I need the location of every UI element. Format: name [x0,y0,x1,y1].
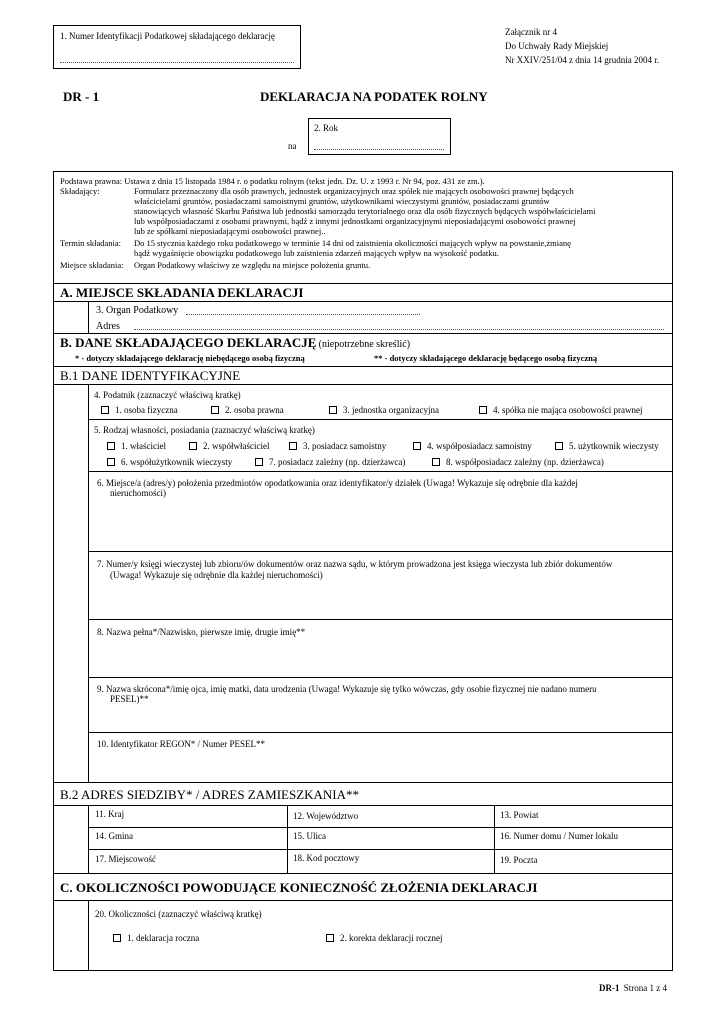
filer-line-5: lub ze spółkami nieposiadającymi osobowości prawnej.. [134,226,326,236]
ownership-option-7[interactable] [255,457,405,467]
checkbox[interactable] [479,406,487,414]
checkbox[interactable] [555,442,563,450]
taxpayer-option-4[interactable] [479,405,642,415]
field-9-label-2: PESEL)** [110,694,149,704]
footer-page: Strona 1 z 4 [623,983,667,993]
field-7-input[interactable] [89,582,672,618]
legal-basis-label: Podstawa prawna: [60,176,123,186]
circumstance-option-2[interactable] [326,933,442,943]
checkbox[interactable] [289,442,297,450]
ownership-option-3[interactable] [289,441,386,451]
field-kraj[interactable]: 11. Kraj [95,809,125,819]
field-powiat[interactable]: 13. Powiat [500,810,539,820]
annex-line-1: Załącznik nr 4 [505,27,557,37]
section-a-title: A. MIEJSCE SKŁADANIA DEKLARACJI [60,285,304,300]
organ-field[interactable] [186,314,420,315]
filer-line-2: właścicielami gruntów, posiadaczami samoistnymi gruntów, użytkownikami wieczystymi gruntów, posiadaczami gruntów [134,196,550,206]
nip-dotted-line [60,62,294,63]
form-code: DR - 1 [63,89,100,104]
field-8-input[interactable] [89,640,672,676]
field-7-label-1: 7. Numer/y księgi wieczystej lub zbioru/ów dokumentów oraz nazwa sądu, w którym prowadzona jest księga wieczysta lub zbiór dokumentów [97,559,613,569]
deadline-line-2: bądź wygaśnięcie obowiązku podatkowego lub zaistnienia zdarzeń mających wpływ na wysokość podatku. [134,248,499,258]
ownership-option-4[interactable] [413,441,532,451]
taxpayer-label: 4. Podatnik (zaznaczyć właściwą kratkę) [94,390,241,400]
annex-line-3: Nr XXIV/251/04 z dnia 14 grudnia 2004 r. [505,55,659,65]
annex-line-2: Do Uchwały Rady Miejskiej [505,41,609,51]
address-field[interactable] [134,329,664,330]
field-gmina[interactable]: 14. Gmina [95,831,133,841]
taxpayer-option-3[interactable] [329,405,439,415]
checkbox[interactable] [113,934,121,942]
field-miejscowosc[interactable]: 17. Miejscowość [95,854,156,864]
footer [599,983,667,993]
option-label: 2. korekta deklaracji rocznej [340,933,443,943]
place-label: Miejsce składania: [60,260,124,270]
section-b-title-text: B. DANE SKŁADAJĄCEGO DEKLARACJĘ [60,335,317,350]
field-ulica[interactable]: 15. Ulica [293,831,326,841]
field-6-input[interactable] [89,500,672,550]
legal-basis [60,176,485,187]
address-label: Adres [96,321,120,332]
ownership-option-5[interactable] [555,441,659,451]
nip-field-label: 1. Numer Identyfikacji Podatkowej składającego deklarację [60,31,275,41]
ownership-option-2[interactable] [189,441,270,451]
section-b1-title: B.1 DANE IDENTYFIKACYJNE [60,368,241,383]
field-9-input[interactable] [89,706,672,731]
taxpayer-option-2[interactable] [211,405,284,415]
field-numer-domu[interactable]: 16. Numer domu / Numer lokalu [500,831,618,841]
option-label: 2. współwłaściciel [203,441,270,451]
field-6-label-1: 6. Miejsce/a (adres/y) położenia przedmiotów opodatkowania oraz identyfikator/y działek (Uwaga! Wykazuje się odrębnie dla każdej [97,478,578,488]
checkbox[interactable] [211,406,219,414]
ownership-option-1[interactable] [107,441,166,451]
field-8-label: 8. Nazwa pełna*/Nazwisko, pierwsze imię, drugie imię** [97,627,306,637]
field-wojewodztwo[interactable]: 12. Województwo [293,811,359,821]
checkbox[interactable] [107,458,115,466]
field-10-input[interactable] [89,752,672,781]
filer-line-3: stanowiących własność Skarbu Państwa lub jednostki samorządu terytorialnego oraz dla osób fizycznych będących współwłaścicielami [134,206,596,216]
section-b2-title: B.2 ADRES SIEDZIBY* / ADRES ZAMIESZKANIA** [60,787,360,802]
option-label: 4. współposiadacz samoistny [427,441,532,451]
checkbox[interactable] [107,442,115,450]
checkbox[interactable] [432,458,440,466]
circumstance-option-1[interactable] [113,933,199,943]
ownership-option-8[interactable] [432,457,604,467]
checkbox[interactable] [189,442,197,450]
option-label: 3. posiadacz samoistny [303,441,387,451]
field-poczta[interactable]: 19. Poczta [500,855,538,865]
field-6-label-2: nieruchomości) [110,488,166,498]
option-label: 3. jednostka organizacyjna [343,405,440,415]
field-10-label: 10. Identyfikator REGON* / Numer PESEL** [97,739,265,749]
place-text: Organ Podatkowy właściwy ze względu na miejsce położenia gruntu. [134,260,371,270]
field-kod-pocztowy[interactable]: 18. Kod pocztowy [293,853,360,863]
page-title: DEKLARACJA NA PODATEK ROLNY [260,89,488,104]
checkbox[interactable] [255,458,263,466]
option-label: 8. współposiadacz zależny (np. dzierżawca) [446,457,604,467]
field-7-label-2: (Uwaga! Wykazuje się odrębnie dla każdej nieruchomości) [110,570,323,580]
option-label: 1. właściciel [121,441,166,451]
note-double-star: ** - dotyczy składającego deklarację będącego osobą fizyczną [374,353,598,363]
organ-label: 3. Organ Podatkowy [96,305,179,316]
footer-code: DR-1 [599,983,620,993]
option-label: 4. spółka nie mająca osobowości prawnej [493,405,643,415]
year-dotted-line [314,149,444,150]
option-label: 1. deklaracja roczna [127,933,200,943]
option-label: 5. użytkownik wieczysty [569,441,659,451]
option-label: 2. osoba prawna [225,405,284,415]
deadline-line-1: Do 15 stycznia każdego roku podatkowego w terminie 14 dni od zaistnienia okoliczności mających wpływ na powstanie,zmianę [134,238,571,248]
checkbox[interactable] [329,406,337,414]
filer-line-4: lub współposiadaczami z osobami prawnymi, bądź z innymi jednostkami organizacyjnymi nieposiadającymi osobowości prawnej [134,216,576,226]
option-label: 1. osoba fizyczna [115,405,178,415]
deadline-label: Termin składania: [60,238,122,248]
filer-label: Składający: [60,186,100,196]
ownership-option-6[interactable] [107,457,232,467]
legal-basis-text: Ustawa z dnia 15 listopada 1984 r. o podatku rolnym (tekst jedn. Dz. U. z 1993 r. Nr 94, poz. 431 ze zm.). [124,176,485,186]
section-c-title: C. OKOLICZNOŚCI POWODUJĄCE KONIECZNOŚĆ ZŁOŻENIA DEKLARACJI [60,880,538,895]
ownership-label: 5. Rodzaj własności, posiadania (zaznaczyć właściwą kratkę) [94,425,315,435]
section-b-title-note: (niepotrzebne skreślić) [318,339,411,350]
field-20-label: 20. Okoliczności (zaznaczyć właściwą kratkę) [95,909,262,919]
year-prefix: na [288,141,297,151]
filer-line-1: Formularz przeznaczony dla osób prawnych, jednostek organizacyjnych oraz spółek nie mających osobowości prawnej będących [134,186,574,196]
checkbox[interactable] [101,406,109,414]
option-label: 7. posiadacz zależny (np. dzierżawca) [269,457,406,467]
option-label: 6. współużytkownik wieczysty [121,457,233,467]
note-single-star: * - dotyczy składającego deklarację niebędącego osobą fizyczną [75,353,305,363]
section-b-title [60,335,410,351]
taxpayer-option-1[interactable] [101,405,178,415]
field-9-label-1: 9. Nazwa skrócona*/imię ojca, imię matki, data urodzenia (Uwaga! Wykazuje się tylko wówczas, gdy osobie fizycznej nie nadano numeru [97,684,597,694]
checkbox[interactable] [413,442,421,450]
year-field-label: 2. Rok [314,123,339,133]
checkbox[interactable] [326,934,334,942]
